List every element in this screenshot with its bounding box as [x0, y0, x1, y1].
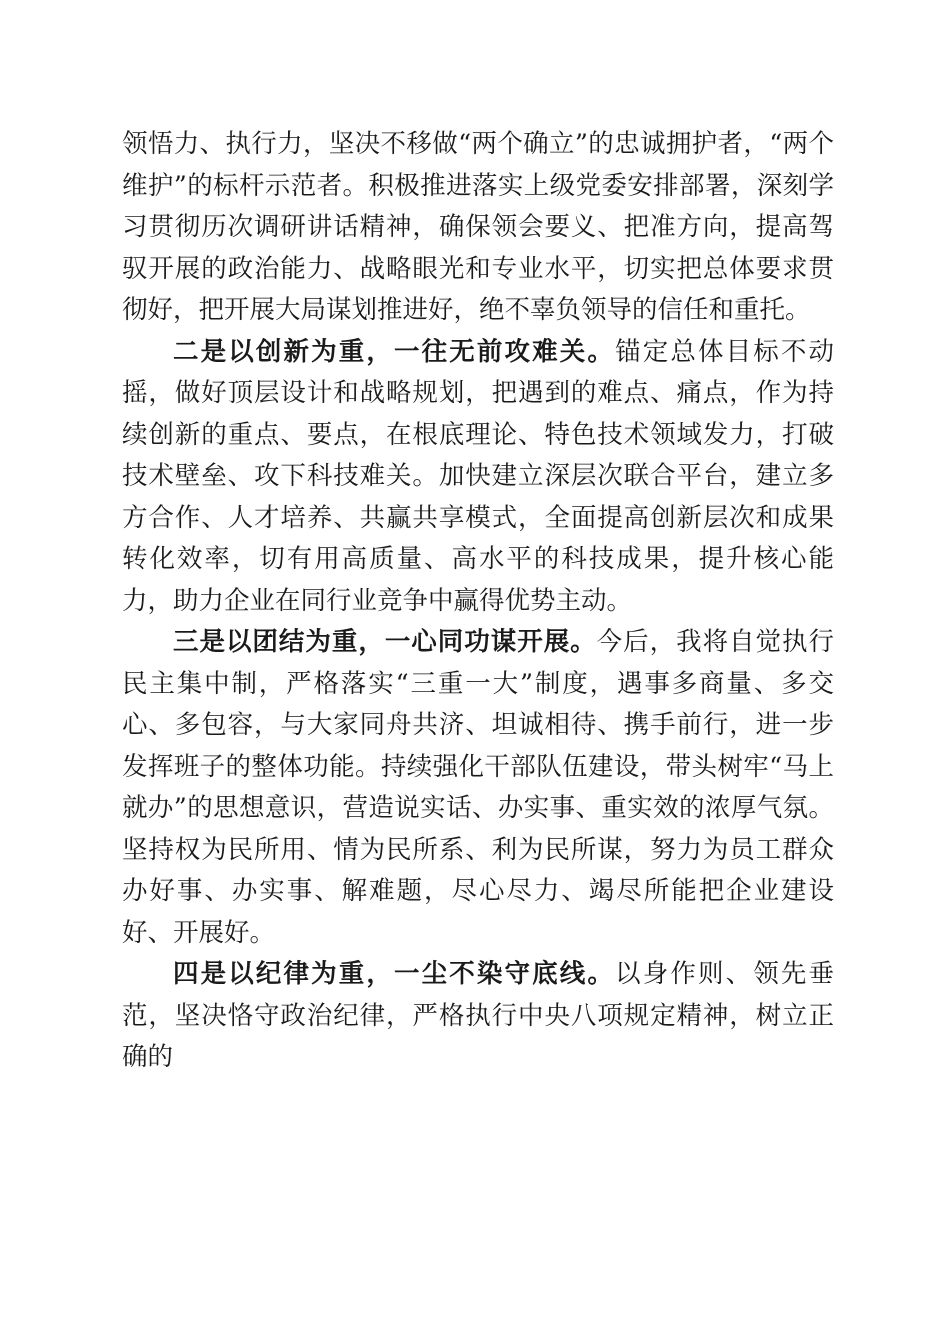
paragraph-2 [122, 332, 834, 623]
paragraph-3-heading: 三是以团结为重，一心同功谋开展。 [173, 627, 597, 657]
paragraph-2-heading: 二是以创新为重，一往无前攻难关。 [173, 336, 616, 367]
paragraph-3-text: 今后，我将自觉执行民主集中制，严格落实“三重一大”制度，遇事多商量、多交心、多包容，与大家同舟共济、坦诚相待、携手前行，进一步发挥班子的整体功能。持续强化干部队伍建设，带头树牢“马上就办”的思想意识，营造说实话、办实事、重实效的浓厚气氛。坚持权为民所用、情为民所系、利为民所谋，努力为员工群众办好事、办实事、解难题，尽心尽力、竭尽所能把企业建设好、开展好。 [122, 627, 834, 948]
paragraph-3 [122, 622, 834, 954]
paragraph-1-text: 领悟力、执行力，坚决不移做“两个确立”的忠诚拥护者，“两个维护”的标杆示范者。积极推进落实上级党委安排部署，深刻学习贯彻历次调研讲话精神，确保领会要义、把准方向，提高驾驭开展的政治能力、战略眼光和专业水平，切实把总体要求贯彻好，把开展大局谋划推进好，绝不辜负领导的信任和重托。 [122, 129, 834, 325]
document-body [122, 124, 834, 1079]
paragraph-4-heading: 四是以纪律为重，一尘不染守底线。 [173, 959, 616, 989]
paragraph-4 [122, 954, 834, 1079]
paragraph-1 [122, 124, 834, 332]
paragraph-4-text: 以身作则、领先垂范，坚决恪守政治纪律，严格执行中央八项规定精神，树立正确的 [122, 959, 834, 1072]
paragraph-2-text: 锚定总体目标不动摇，做好顶层设计和战略规划，把遇到的难点、痛点，作为持续创新的重点、要点，在根底理论、特色技术领域发力，打破技术壁垒、攻下科技难关。加快建立深层次联合平台，建立多方合作、人才培养、共赢共享模式，全面提高创新层次和成果转化效率，切有用高质量、高水平的科技成果，提升核心能力，助力企业在同行业竞争中赢得优势主动。 [122, 336, 834, 616]
